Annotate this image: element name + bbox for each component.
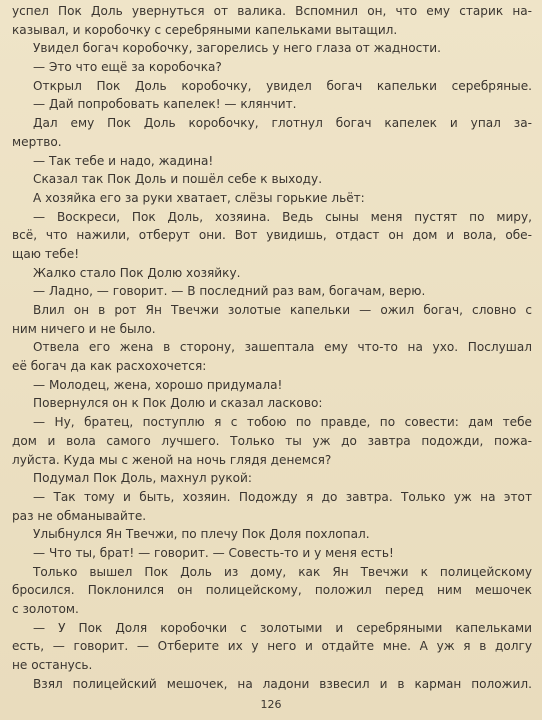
body-text bbox=[12, 2, 532, 693]
text-line: всё, что нажили, отберут они. Вот увидишь, отдаст он дом и вола, обе- bbox=[12, 228, 532, 243]
text-line: её богач да как расхохочется: bbox=[12, 359, 207, 374]
text-line: Отвела его жена в сторону, зашептала ему что-то на ухо. Послушал bbox=[33, 340, 532, 355]
text-line: Дал ему Пок Доль коробочку, глотнул богач капелек и упал за- bbox=[33, 116, 532, 131]
text-line: — Ладно, — говорит. — В последний раз вам, богачам, верю. bbox=[33, 284, 426, 299]
text-line: Только вышел Пок Доль из дому, как Ян Твечжи к полицейскому bbox=[33, 564, 532, 579]
text-line: Увидел богач коробочку, загорелись у него глаза от жадности. bbox=[33, 41, 441, 56]
text-line: мертво. bbox=[12, 134, 62, 149]
text-line: — Дай попробовать капелек! — клянчит. bbox=[33, 97, 297, 112]
text-line: Повернулся он к Пок Долю и сказал ласково: bbox=[33, 396, 323, 411]
text-line: — Так тебе и надо, жадина! bbox=[33, 153, 214, 168]
text-line: ним ничего и не было. bbox=[12, 321, 156, 336]
text-line: щаю тебе! bbox=[12, 246, 80, 261]
text-line: — Что ты, брат! — говорит. — Совесть-то и у меня есть! bbox=[33, 545, 394, 560]
text-line: не останусь. bbox=[12, 658, 93, 673]
text-line: Жалко стало Пок Долю хозяйку. bbox=[33, 265, 241, 280]
text-line: — Воскреси, Пок Доль, хозяина. Ведь сыны меня пустят по миру, bbox=[33, 209, 532, 224]
text-line: Открыл Пок Доль коробочку, увидел богач капельки серебряные. bbox=[33, 78, 532, 93]
text-line: — У Пок Доля коробочки с золотыми и серебряными капельками bbox=[33, 620, 532, 635]
text-line: Сказал так Пок Доль и пошёл себе к выходу. bbox=[33, 172, 323, 187]
text-line: успел Пок Доль увернуться от валика. Вспомнил он, что ему старик на- bbox=[12, 4, 532, 18]
text-line: Влил он в рот Ян Твечжи золотые капельки — ожил богач, словно с bbox=[33, 303, 532, 317]
text-line: луйста. Куда мы с женой на ночь глядя денемся? bbox=[12, 452, 332, 467]
text-line: бросился. Поклонился он полицейскому, положил перед ним мешочек bbox=[12, 583, 532, 598]
text-line: казывал, и коробочку с серебряными капельками вытащил. bbox=[12, 22, 398, 37]
text-line: — Так тому и быть, хозяин. Подожду я до завтра. Только уж на этот bbox=[33, 489, 532, 504]
text-line: дом и вола самого лучшего. Только ты уж до завтра подожди, пожа- bbox=[12, 433, 532, 448]
text-line: — Молодец, жена, хорошо придумала! bbox=[33, 377, 283, 392]
text-line: — Это что ещё за коробочка? bbox=[33, 60, 222, 75]
text-line: раз не обманывайте. bbox=[12, 508, 147, 523]
text-line: А хозяйка его за руки хватает, слёзы горькие льёт: bbox=[33, 190, 365, 205]
text-line: есть, — говорит. — Отберите их у него и отдайте мне. А уж я в долгу bbox=[12, 639, 532, 654]
text-line: Подумал Пок Доль, махнул рукой: bbox=[33, 471, 252, 486]
page-number: 126 bbox=[260, 698, 282, 711]
text-line: с золотом. bbox=[12, 602, 79, 616]
text-line: Улыбнулся Ян Твечжи, по плечу Пок Доля похлопал. bbox=[33, 527, 370, 542]
text-line: — Ну, братец, поступлю я с тобою по правде, по совести: дам тебе bbox=[33, 415, 532, 430]
text-line: Взял полицейский мешочек, на ладони взвесил и в карман положил. bbox=[33, 676, 532, 691]
